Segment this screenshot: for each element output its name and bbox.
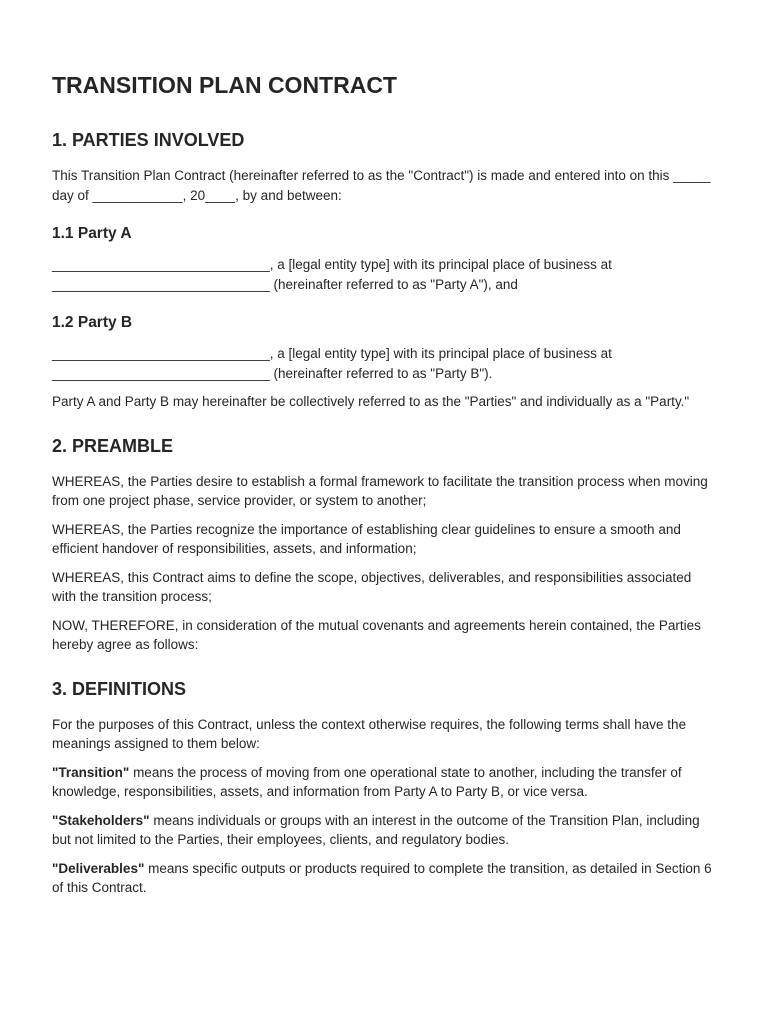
definition-text: means specific outputs or products required to complete the transition, as detailed in Section 6 of this Contract.	[52, 860, 712, 895]
section-preamble	[52, 434, 718, 655]
party-a-paragraph: _____________________________, a [legal entity type] with its principal place of business at _____________________________ (hereinafter referred to as "Party A"), and	[52, 257, 612, 292]
party-b-paragraph: _____________________________, a [legal entity type] with its principal place of business at _____________________________ (hereinafter referred to as "Party B").	[52, 346, 612, 381]
subsection-heading-party-a: 1.1 Party A	[52, 225, 132, 242]
section-heading-preamble: 2. PREAMBLE	[52, 435, 174, 456]
section-heading-definitions: 3. DEFINITIONS	[52, 678, 187, 699]
definition-stakeholders	[52, 811, 718, 850]
definition-text: means the process of moving from one operational state to another, including the transfer of knowledge, responsibilities, assets, and information from Party A to Party B, or vice versa.	[52, 764, 682, 799]
document-title: TRANSITION PLAN CONTRACT	[52, 72, 397, 98]
section-parties	[52, 128, 718, 412]
section-definitions	[52, 677, 718, 898]
preamble-paragraph: WHEREAS, this Contract aims to define the scope, objectives, deliverables, and responsibilities associated with the transition process;	[52, 569, 692, 604]
collective-parties-paragraph: Party A and Party B may hereinafter be collectively referred to as the "Parties" and individually as a "Party."	[52, 394, 690, 409]
definition-term: "Deliverables"	[52, 860, 145, 876]
preamble-paragraph: NOW, THEREFORE, in consideration of the mutual covenants and agreements herein contained, the Parties hereby agree as follows:	[52, 617, 701, 652]
definition-deliverables	[52, 859, 718, 898]
section-heading-parties: 1. PARTIES INVOLVED	[52, 130, 245, 150]
definition-term: "Stakeholders"	[52, 812, 150, 828]
subsection-party-a	[52, 223, 718, 294]
subsection-heading-party-b: 1.2 Party B	[52, 314, 133, 331]
definitions-intro-paragraph: For the purposes of this Contract, unless the context otherwise requires, the following terms shall have the meanings assigned to them below:	[52, 716, 687, 751]
parties-intro-paragraph: This Transition Plan Contract (hereinafter referred to as the "Contract") is made and entered into on this _____ day of ____________, 20____, by and between:	[52, 168, 711, 203]
preamble-paragraph: WHEREAS, the Parties desire to establish a formal framework to facilitate the transition process when moving from one project phase, service provider, or system to another;	[52, 473, 708, 508]
definition-text: means individuals or groups with an interest in the outcome of the Transition Plan, including but not limited to the Parties, their employees, clients, and regulatory bodies.	[52, 812, 700, 847]
preamble-paragraph: WHEREAS, the Parties recognize the importance of establishing clear guidelines to ensure a smooth and efficient handover of responsibilities, assets, and information;	[52, 521, 681, 556]
subsection-party-b	[52, 312, 718, 412]
definition-term: "Transition"	[52, 764, 130, 780]
definition-transition	[52, 763, 718, 802]
